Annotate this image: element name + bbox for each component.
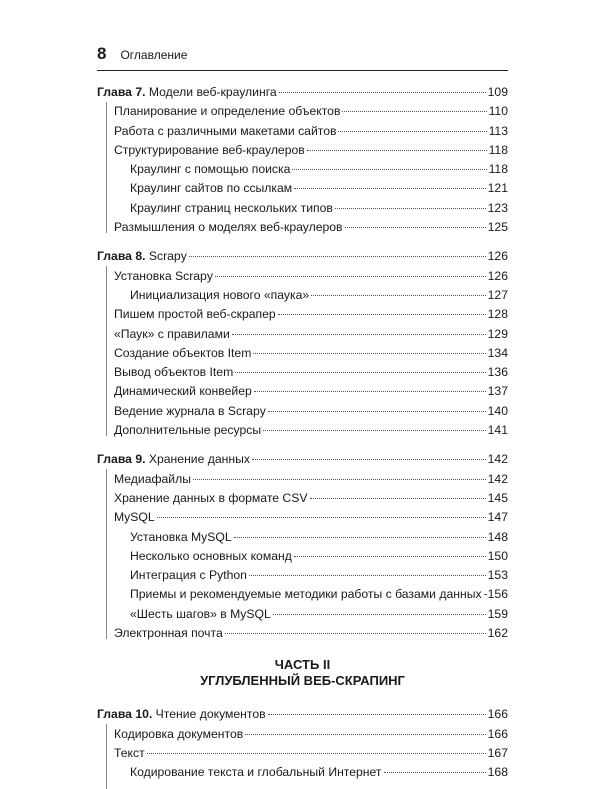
section-title: Пишем простой веб-скрапер: [114, 307, 276, 322]
toc-entry[interactable]: [97, 421, 508, 440]
page-ref: 147: [487, 510, 508, 525]
subsection-title: Краулинг с помощью поиска: [130, 162, 291, 177]
section-title: Хранение данных в формате CSV: [114, 490, 308, 505]
chapter-7: [97, 83, 508, 237]
page-ref: 126: [487, 249, 508, 264]
section-title: Планирование и определение объектов: [114, 104, 341, 119]
page-ref: 156: [487, 587, 508, 602]
section-title: Дополнительные ресурсы: [114, 423, 262, 438]
section-title: Создание объектов Item: [114, 345, 252, 360]
page-ref: 126: [487, 268, 508, 283]
toc-entry[interactable]: [97, 566, 508, 585]
section-title: Медиафайлы: [114, 471, 191, 486]
toc-entry[interactable]: [97, 547, 508, 566]
header-rule: [97, 70, 508, 71]
page-ref: 167: [487, 745, 508, 760]
page-ref: 148: [487, 529, 508, 544]
page-header: [97, 44, 187, 64]
dot-leader: [294, 556, 486, 557]
dot-leader: [345, 227, 486, 228]
dot-leader: [147, 753, 486, 754]
toc-entry[interactable]: [97, 489, 508, 508]
dot-leader: [245, 734, 485, 735]
toc-entry[interactable]: [97, 402, 508, 421]
toc-entry[interactable]: [97, 160, 508, 179]
page-ref: 162: [487, 626, 508, 641]
dot-leader: [268, 411, 486, 412]
dot-leader: [157, 517, 486, 518]
toc-entry[interactable]: [97, 344, 508, 363]
toc-entry[interactable]: [97, 267, 508, 286]
section-title: Электронная почта: [114, 626, 223, 641]
dot-leader: [232, 334, 486, 335]
toc-entry[interactable]: [97, 624, 508, 643]
chapter-label: Глава 10.: [97, 707, 153, 722]
page-ref: 145: [487, 490, 508, 505]
dot-leader: [335, 208, 486, 209]
page-ref: 166: [487, 707, 508, 722]
toc-entry[interactable]: [97, 470, 508, 489]
toc-entry[interactable]: [97, 585, 508, 604]
dot-leader: [292, 169, 486, 170]
chapter-8: [97, 247, 508, 440]
toc-entry-chapter-8[interactable]: [97, 247, 508, 266]
toc-entry[interactable]: [97, 363, 508, 382]
page-ref: 113: [488, 123, 508, 138]
page-ref: 129: [487, 326, 508, 341]
page-ref: 159: [487, 606, 508, 621]
dot-leader: [254, 391, 486, 392]
dot-leader: [234, 537, 486, 538]
toc-entry[interactable]: [97, 179, 508, 198]
page-ref: 123: [487, 200, 508, 215]
page-number: 8: [97, 44, 107, 63]
page-ref: 142: [487, 471, 508, 486]
dot-leader: [279, 92, 486, 93]
toc-entry[interactable]: [97, 286, 508, 305]
subsection-title: Несколько основных команд: [130, 548, 292, 563]
dot-leader: [278, 314, 486, 315]
dot-leader: [249, 575, 486, 576]
toc-entry[interactable]: [97, 508, 508, 527]
page-ref: 125: [487, 220, 508, 235]
dot-leader: [215, 276, 486, 277]
page-ref: 128: [487, 307, 508, 322]
page-ref: 150: [487, 548, 508, 563]
subsection-title: Кодирование текста и глобальный Интернет: [130, 765, 382, 780]
section-title: Текст: [114, 745, 145, 760]
part-label: ЧАСТЬ II: [274, 657, 331, 673]
chapter-title: Хранение данных: [148, 452, 250, 467]
page-ref: 140: [487, 403, 508, 418]
subsection-title: Приемы и рекомендуемые методики работы с базами данных: [130, 587, 482, 602]
page-ref: 110: [488, 104, 508, 119]
dot-leader: [193, 479, 486, 480]
chapter-10: [97, 705, 508, 782]
page-ref: 121: [487, 181, 508, 196]
toc-entry[interactable]: [97, 122, 508, 141]
section-title: «Паук» с правилами: [114, 326, 230, 341]
toc-entry-chapter-7[interactable]: [97, 83, 508, 102]
toc-entry[interactable]: [97, 382, 508, 401]
section-title: Кодировка документов: [114, 726, 244, 741]
section-title: Установка Scrapy: [114, 268, 213, 283]
page-ref: 118: [488, 162, 508, 177]
toc-entry[interactable]: [97, 605, 508, 624]
section-title: Работа с различными макетами сайтов: [114, 123, 337, 138]
dot-leader: [252, 459, 486, 460]
page-ref: 136: [487, 365, 508, 380]
dot-leader: [263, 430, 486, 431]
toc-entry[interactable]: [97, 305, 508, 324]
dot-leader: [307, 150, 487, 151]
section-title: Ведение журнала в Scrapy: [114, 403, 266, 418]
toc-entry[interactable]: [97, 141, 508, 160]
page-ref: 168: [487, 765, 508, 780]
chapter-9: [97, 450, 508, 643]
dot-leader: [384, 772, 486, 773]
dot-leader: [189, 256, 486, 257]
subsection-title: Краулинг сайтов по ссылкам: [130, 181, 293, 196]
toc-entry-chapter-10[interactable]: [97, 705, 508, 724]
dot-leader: [225, 633, 486, 634]
subsection-title: Инициализация нового «паука»: [130, 287, 310, 302]
subsection-title: Краулинг страниц нескольких типов: [130, 200, 333, 215]
toc-entry[interactable]: [97, 218, 508, 237]
dot-leader: [294, 188, 485, 189]
chapter-title: Scrapy: [148, 249, 187, 264]
dot-leader: [235, 372, 485, 373]
toc-entry[interactable]: [97, 725, 508, 744]
page-ref: 153: [487, 568, 508, 583]
dot-leader: [268, 714, 486, 715]
section-title: Структурирование веб-краулеров: [114, 142, 305, 157]
running-title: Оглавление: [120, 48, 188, 62]
subsection-title: Установка MySQL: [130, 529, 232, 544]
chapter-label: Глава 9.: [97, 452, 146, 467]
chapter-title: Чтение документов: [155, 707, 266, 722]
toc-entry[interactable]: [97, 763, 508, 782]
chapter-label: Глава 7.: [97, 85, 146, 99]
page-ref: 134: [487, 345, 508, 360]
dot-leader: [338, 131, 486, 132]
page-ref: 127: [487, 287, 508, 302]
chapter-label: Глава 8.: [97, 249, 146, 264]
page-ref: 142: [487, 452, 508, 467]
part-title: УГЛУБЛЕННЫЙ ВЕБ-СКРАПИНГ: [200, 673, 405, 689]
dot-leader: [273, 614, 486, 615]
dot-leader: [253, 353, 485, 354]
subsection-title: «Шесть шагов» в MySQL: [130, 606, 271, 621]
part-heading: [97, 657, 508, 689]
dot-leader: [342, 111, 486, 112]
table-of-contents: [97, 83, 508, 783]
toc-entry[interactable]: [97, 199, 508, 218]
subsection-title: Интеграция с Python: [130, 568, 247, 583]
section-title: MySQL: [114, 510, 155, 525]
page-ref: 137: [487, 384, 508, 399]
toc-entry[interactable]: [97, 102, 508, 121]
page-ref: 109: [487, 85, 508, 99]
page-ref: 141: [487, 423, 508, 438]
dot-leader: [484, 594, 486, 595]
section-title: Размышления о моделях веб-краулеров: [114, 220, 343, 235]
toc-entry[interactable]: [97, 744, 508, 763]
section-title: Динамический конвейер: [114, 384, 252, 399]
toc-entry[interactable]: [97, 528, 508, 547]
dot-leader: [311, 295, 485, 296]
page-ref: 118: [488, 142, 508, 157]
page-ref: 166: [487, 726, 508, 741]
toc-entry[interactable]: [97, 325, 508, 344]
chapter-title: Модели веб-краулинга: [148, 85, 277, 99]
section-title: Вывод объектов Item: [114, 365, 234, 380]
toc-entry-chapter-9[interactable]: [97, 450, 508, 469]
dot-leader: [310, 498, 486, 499]
